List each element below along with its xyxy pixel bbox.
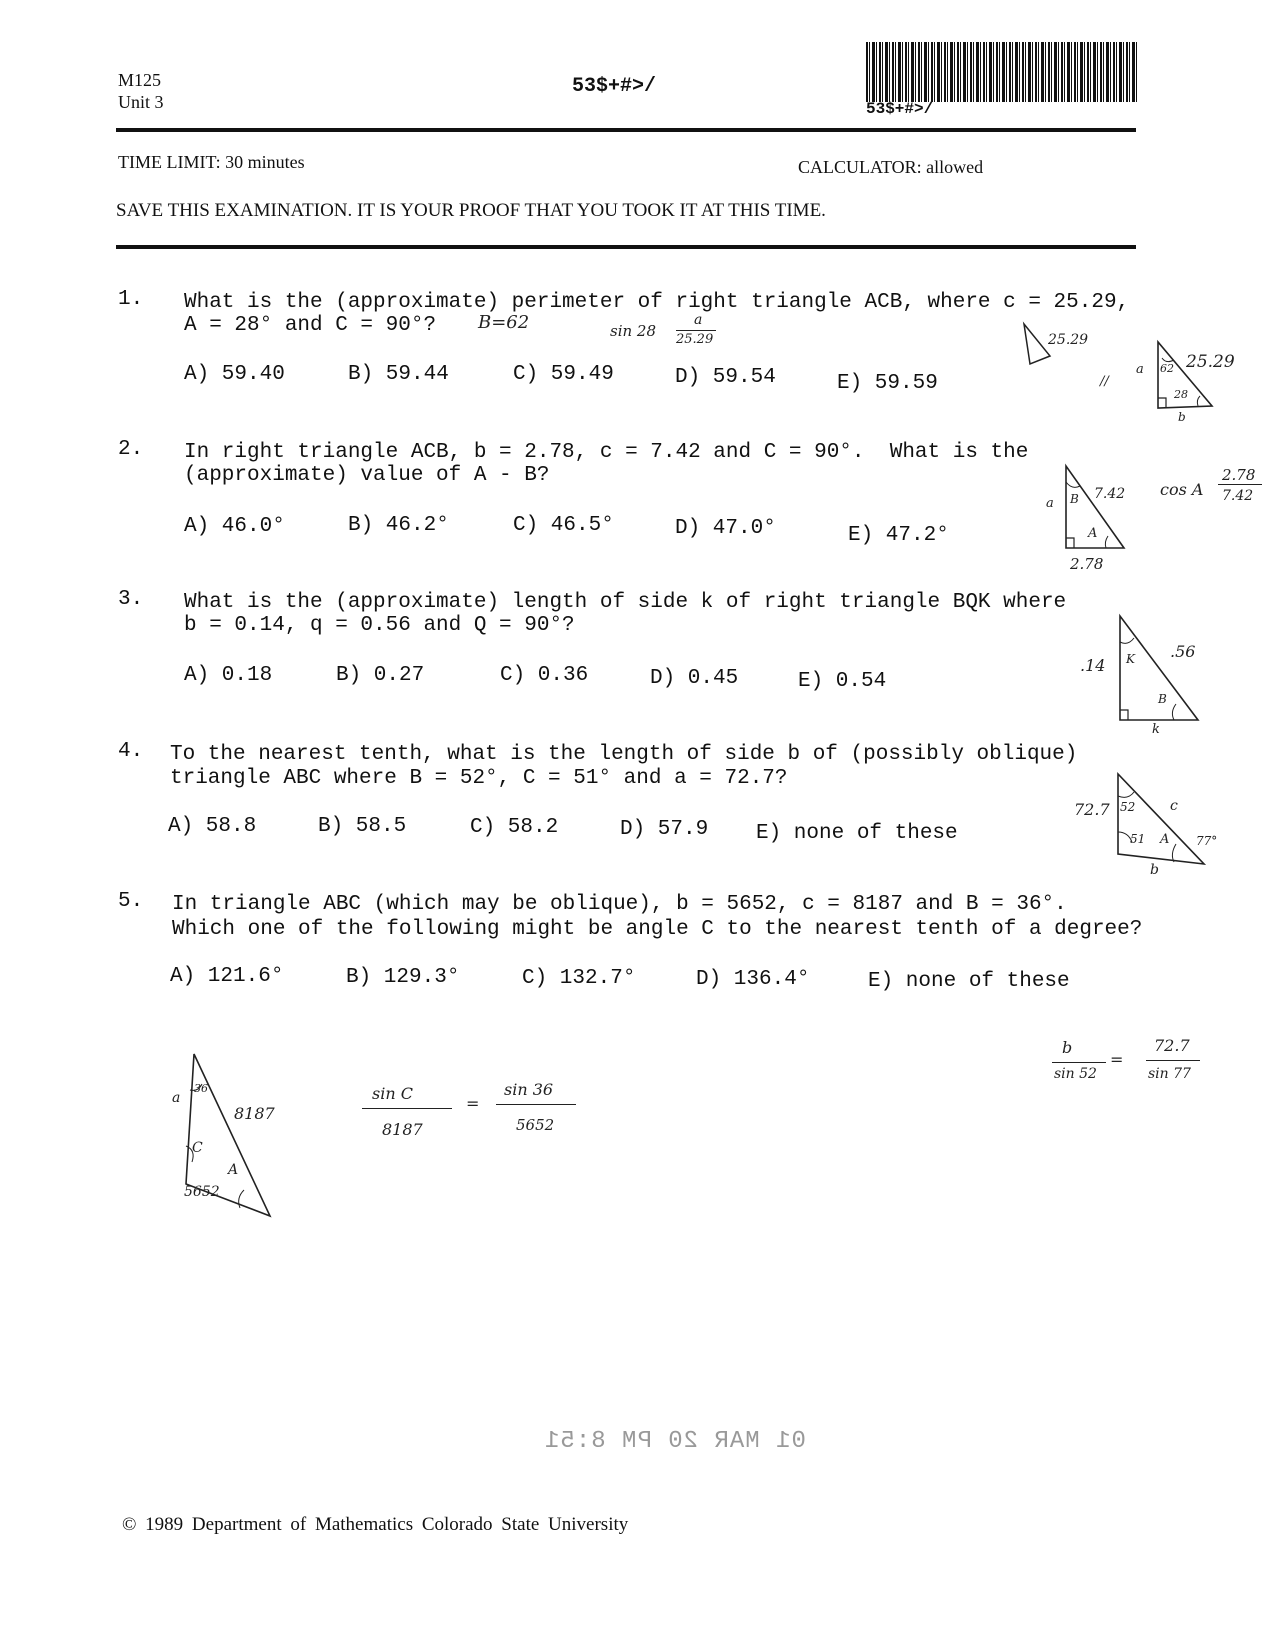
handwritten-angle-52: 52	[1120, 800, 1136, 814]
answer-choice: D) 59.54	[675, 366, 776, 389]
top-rule	[116, 128, 1136, 132]
answer-choice: B) 59.44	[348, 363, 449, 386]
answer-choice: D) 0.45	[650, 667, 739, 690]
handwritten-fraction-num: sin C	[372, 1084, 413, 1103]
handwritten-fraction-den: 7.42	[1222, 488, 1254, 504]
answer-choice: B) 129.3°	[346, 966, 460, 989]
answer-choice: A) 0.18	[184, 664, 273, 687]
handwritten-angle-b: B	[1158, 692, 1167, 706]
handwritten-angle-a: A	[1088, 526, 1098, 541]
answer-choice: A) 46.0°	[184, 515, 285, 538]
handwritten-side-a: a	[1046, 496, 1054, 511]
calculator-policy: CALCULATOR: allowed	[798, 157, 984, 177]
fraction-bar	[1052, 1062, 1106, 1063]
answer-choice: C) 58.2	[470, 816, 559, 839]
answer-choice: A) 121.6°	[170, 965, 284, 988]
question-text-line: To the nearest tenth, what is the length of side b of (possibly oblique)	[170, 743, 1078, 766]
handwritten-hypotenuse: 25.29	[1186, 352, 1235, 372]
handwritten-angle-a: A	[1160, 832, 1170, 847]
question-number: 1.	[118, 288, 144, 311]
handwritten-side-b: b	[1178, 410, 1186, 424]
handwritten-fraction-den: sin 77	[1148, 1066, 1191, 1082]
barcode-text: 53$+#>/	[866, 100, 934, 118]
answer-choice: C) 132.7°	[522, 967, 636, 990]
handwritten-angle-28: 28	[1174, 388, 1188, 401]
barcode	[866, 42, 1138, 102]
answer-choice: D) 136.4°	[696, 968, 810, 991]
answer-choice: D) 57.9	[620, 818, 709, 841]
handwritten-angle-a: A	[228, 1162, 239, 1178]
answer-choice: A) 59.40	[184, 363, 285, 386]
answer-choice: C) 59.49	[513, 363, 614, 386]
q4-triangle-sketch	[1112, 770, 1212, 868]
handwritten-fraction-num: sin 36	[504, 1080, 554, 1099]
answer-choice: E) none of these	[756, 822, 958, 845]
question-text-line: (approximate) value of A - B?	[184, 464, 550, 487]
handwritten-fraction-num: 72.7	[1154, 1036, 1190, 1055]
answer-choice: E) 0.54	[798, 670, 887, 693]
copyright-footer: © 1989 Department of Mathematics Colorado State University	[122, 1514, 629, 1535]
handwritten-fraction-num: a	[694, 312, 703, 328]
question-text-line: What is the (approximate) perimeter of right triangle ACB, where c = 25.29,	[184, 291, 1130, 314]
question-text-line: What is the (approximate) length of side k of right triangle BQK where	[184, 591, 1067, 614]
handwritten-angle-c: C	[192, 1140, 203, 1156]
handwritten-side-c: 8187	[234, 1104, 275, 1123]
handwritten-fraction-num: b	[1062, 1038, 1073, 1057]
q3-triangle-sketch	[1114, 612, 1204, 724]
second-rule	[116, 245, 1136, 249]
handwritten-check-mark: //	[1100, 374, 1109, 389]
handwritten-fraction-den: 25.29	[676, 332, 714, 347]
handwritten-sin-label: sin 28	[610, 322, 657, 340]
handwritten-angle-51: 51	[1130, 832, 1146, 846]
question-text-line: In triangle ABC (which may be oblique), b = 5652, c = 8187 and B = 36°.	[172, 893, 1067, 916]
handwritten-angle-b: B=62	[478, 312, 530, 333]
unit-label: Unit 3	[118, 92, 164, 112]
question-number: 4.	[118, 740, 144, 763]
handwritten-hypotenuse: .56	[1170, 642, 1196, 661]
handwritten-angle-b: B	[1070, 492, 1079, 506]
question-text-line: triangle ABC where B = 52°, C = 51° and a = 72.7?	[170, 767, 788, 790]
handwritten-angle-77: 77°	[1196, 834, 1218, 848]
question-text-line: In right triangle ACB, b = 2.78, c = 7.42 and C = 90°. What is the	[184, 441, 1029, 464]
handwritten-angle-62: 62	[1160, 362, 1174, 375]
answer-choice: E) none of these	[868, 970, 1070, 993]
answer-choice: D) 47.0°	[675, 517, 776, 540]
answer-choice: B) 58.5	[318, 815, 407, 838]
question-text-line: Which one of the following might be angle C to the nearest tenth of a degree?	[172, 918, 1143, 941]
answer-choice: B) 46.2°	[348, 514, 449, 537]
fraction-bar	[362, 1108, 452, 1109]
answer-choice: E) 59.59	[837, 372, 938, 395]
handwritten-side-b: .14	[1080, 656, 1106, 675]
handwritten-cos-label: cos A	[1160, 480, 1204, 499]
fraction-bar	[1146, 1060, 1200, 1061]
question-text-line: b = 0.14, q = 0.56 and Q = 90°?	[184, 614, 575, 637]
fraction-bar	[1218, 484, 1262, 485]
handwritten-side-a: a	[172, 1090, 181, 1106]
exam-code: 53$+#>/	[572, 75, 657, 98]
handwritten-fraction-num: 2.78	[1222, 466, 1256, 484]
save-notice: SAVE THIS EXAMINATION. IT IS YOUR PROOF THAT YOU TOOK IT AT THIS TIME.	[116, 200, 826, 221]
handwritten-side-b: 2.78	[1070, 555, 1104, 573]
answer-choice: C) 46.5°	[513, 514, 614, 537]
handwritten-side-c: c	[1170, 798, 1178, 814]
answer-choice: A) 58.8	[168, 815, 257, 838]
handwritten-angle-36: 36	[194, 1082, 208, 1095]
answer-choice: B) 0.27	[336, 664, 425, 687]
handwritten-fraction-den: sin 52	[1054, 1066, 1097, 1082]
date-stamp: 01 MAR 20 PM 8:51	[544, 1428, 806, 1455]
question-number: 5.	[118, 890, 144, 913]
answer-choice: C) 0.36	[500, 664, 589, 687]
handwritten-fraction-den: 5652	[516, 1116, 555, 1134]
time-limit: TIME LIMIT: 30 minutes	[118, 152, 305, 172]
fraction-bar	[496, 1104, 576, 1105]
handwritten-side-a: 72.7	[1074, 800, 1110, 819]
handwritten-side-a: a	[1136, 362, 1144, 377]
handwritten-angle-k: K	[1126, 652, 1135, 666]
equals-sign: =	[1110, 1050, 1124, 1069]
course-code: M125	[118, 70, 162, 90]
handwritten-fraction-den: 8187	[382, 1120, 423, 1139]
handwritten-side-k: k	[1152, 722, 1160, 737]
handwritten-hypotenuse: 7.42	[1094, 486, 1126, 502]
question-number: 2.	[118, 438, 144, 461]
question-text-line: A = 28° and C = 90°?	[184, 314, 437, 337]
handwritten-side-b: 5652	[184, 1184, 220, 1200]
question-number: 3.	[118, 588, 144, 611]
answer-choice: E) 47.2°	[848, 524, 949, 547]
equals-sign: =	[466, 1094, 480, 1113]
handwritten-side-b: b	[1150, 862, 1159, 878]
handwritten-hyp-label: 25.29	[1048, 332, 1089, 348]
fraction-bar	[676, 330, 716, 331]
